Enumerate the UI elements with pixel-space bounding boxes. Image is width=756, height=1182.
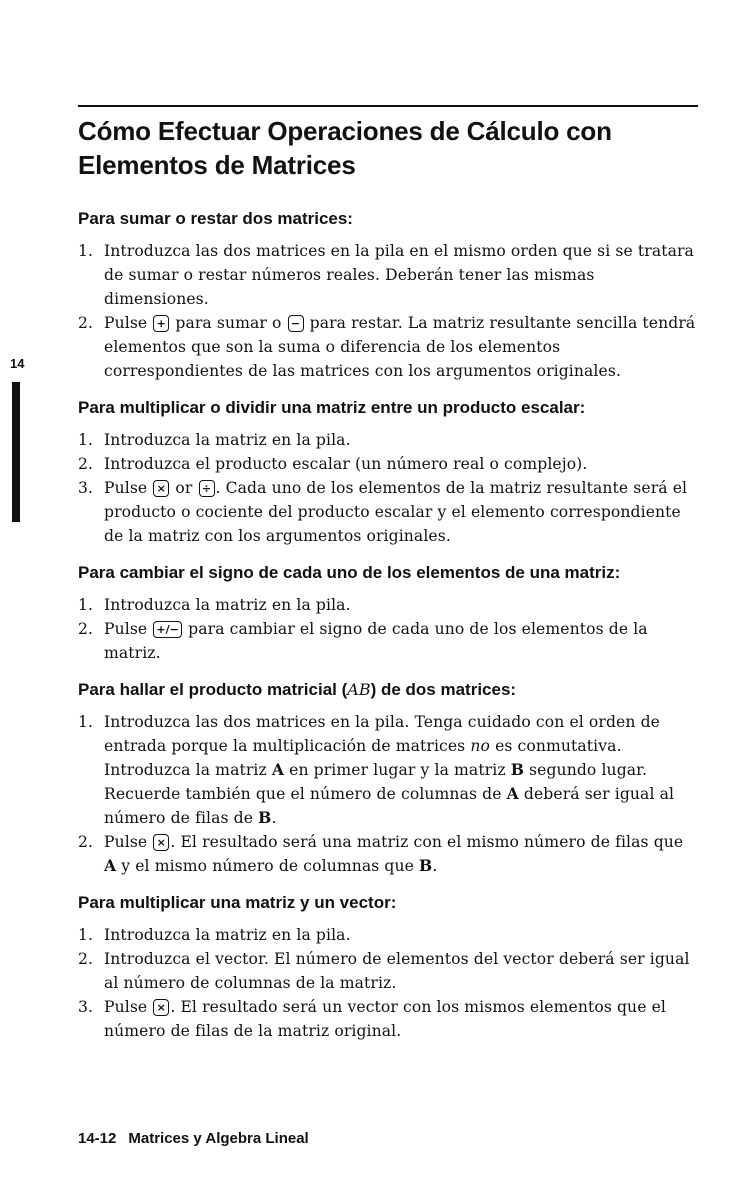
plus-key-icon: + — [153, 315, 169, 332]
section-heading-scalar: Para multiplicar o dividir una matriz entre un producto escalar: — [78, 398, 586, 417]
page-title-line1: Cómo Efectuar Operaciones de Cálculo con — [78, 116, 612, 146]
steps-sign — [78, 593, 700, 665]
section-heading-vector: Para multiplicar una matriz y un vector: — [78, 893, 397, 912]
chapter-tab-number: 14 — [10, 356, 25, 371]
page-content — [78, 114, 700, 1043]
list-item: 2. Introduzca el producto escalar (un número real o complejo). — [78, 455, 588, 473]
list-item: 1. Introduzca las dos matrices en la pila en el mismo orden que si se tratara de sumar o restar números reales. Deberán tener las mismas dimensiones. — [78, 242, 694, 308]
chapter-tab-bar — [12, 382, 20, 522]
list-item: 3. Pulse × or ÷ . Cada uno de los elementos de la matriz resultante será el producto o cociente del producto escalar y el elemento correspondiente de la matriz con los argumentos originales. — [78, 479, 688, 545]
minus-key-icon: − — [288, 315, 304, 332]
page-footer — [78, 1130, 309, 1147]
list-item: 1. Introduzca las dos matrices en la pila. Tenga cuidado con el orden de entrada porque la multiplicación de matrices no es conmutativa. Introduzca la matriz A en primer lugar y la matriz B segundo lugar. Recuerde también que el número de columnas de A deberá ser igual al número de filas de B. — [78, 713, 675, 827]
list-item: 2. Pulse +/− para cambiar el signo de cada uno de los elementos de la matriz. — [78, 620, 648, 662]
steps-vector — [78, 923, 700, 1043]
header-rule — [78, 105, 698, 107]
steps-sum — [78, 239, 700, 383]
list-item: 1. Introduzca la matriz en la pila. — [78, 926, 351, 944]
section-heading-sign: Para cambiar el signo de cada uno de los elementos de una matriz: — [78, 563, 621, 582]
steps-product — [78, 710, 700, 878]
page-title-line2: Elementos de Matrices — [78, 150, 356, 180]
section-heading-product: Para hallar el producto matricial (AB) de dos matrices: — [78, 680, 517, 699]
list-item: 2. Introduzca el vector. El número de elementos del vector deberá ser igual al número de columnas de la matriz. — [78, 950, 690, 992]
steps-scalar — [78, 428, 700, 548]
page-title — [78, 114, 700, 182]
section-heading-sum: Para sumar o restar dos matrices: — [78, 209, 353, 228]
change-sign-key-icon: +/− — [153, 621, 182, 638]
footer-chapter-title: Matrices y Algebra Lineal — [128, 1130, 309, 1147]
divide-key-icon: ÷ — [199, 480, 215, 497]
list-item: 1. Introduzca la matriz en la pila. — [78, 431, 351, 449]
list-item: 3. Pulse × . El resultado será un vector con los mismos elementos que el número de filas de la matriz original. — [78, 998, 667, 1040]
footer-page-number: 14-12 — [78, 1130, 117, 1147]
math-ab: AB — [347, 680, 371, 699]
times-key-icon: × — [153, 480, 169, 497]
list-item: 2. Pulse × . El resultado será una matriz con el mismo número de filas que A y el mismo número de columnas que B. — [78, 833, 684, 875]
times-key-icon: × — [153, 834, 169, 851]
times-key-icon: × — [153, 999, 169, 1016]
list-item: 1. Introduzca la matriz en la pila. — [78, 596, 351, 614]
list-item: 2. Pulse + para sumar o − para restar. La matriz resultante sencilla tendrá elementos que son la suma o diferencia de los elementos correspondientes de las matrices con los argumentos originales. — [78, 314, 696, 380]
